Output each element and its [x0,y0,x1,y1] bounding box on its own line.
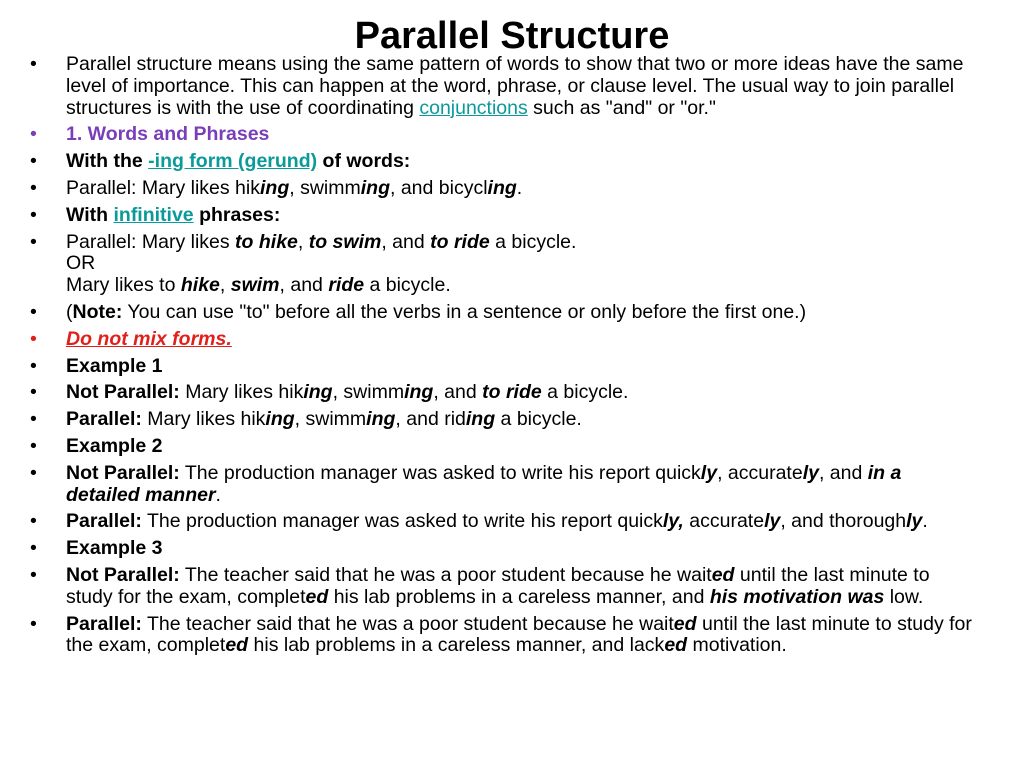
bullet-text: Example 2 [66,434,163,457]
bullet-item [28,538,972,560]
bullet-text: ing [487,176,517,199]
term-link[interactable]: infinitive [113,203,194,226]
bullet-text: Parallel: [66,510,142,533]
bullet-text: of words: [317,150,411,173]
bullet-text: , and [433,381,483,404]
bullet-item [28,205,972,227]
bullet-text: ing [265,408,295,431]
bullet-text: . [215,483,221,506]
bullet-text: a bicycle. [489,230,577,253]
bullet-text: ing [259,176,290,199]
bullet-text: , [297,230,309,253]
bullet-item [28,329,972,351]
bullet-text: his lab problems in a careless manner, and lack [248,634,665,657]
bullet-text: , swimm [294,408,367,431]
bullet-text: ( [66,300,73,323]
bullet-text: ly [764,510,781,533]
bullet-text: OR [66,252,96,275]
bullet-text: motivation. [687,634,787,657]
bullet-text: , [219,274,231,297]
bullet-text: accurate [683,510,765,533]
bullet-text: his lab problems in a careless manner, and [328,585,710,608]
bullet-text: phrases: [193,203,281,226]
bullet-text: ed [225,634,249,657]
bullet-item [28,511,972,533]
bullet-text: You can use "to" before all the verbs in a sentence or only before the first one.) [122,300,807,323]
bullet-text: 1. Words and Phrases [66,123,270,146]
bullet-text: his motivation was [709,585,885,608]
bullet-text: , and bicycl [389,176,488,199]
bullet-item [28,614,972,658]
bullet-text: , and rid [395,408,466,431]
bullet-text: , swimm [332,381,405,404]
bullet-text: Parallel: [66,408,142,431]
term-link[interactable]: conjunctions [419,96,528,119]
bullet-text: ly [700,461,718,484]
bullet-item [28,54,972,119]
bullet-item [28,356,972,378]
bullet-item [28,178,972,200]
bullet-item [28,409,972,431]
bullet-item [28,463,972,507]
bullet-text: ly [802,461,819,484]
bullet-text: Parallel: Mary likes hik [66,176,260,199]
bullet-item [28,151,972,173]
bullet-text: Mary likes hik [179,381,304,404]
bullet-text: Parallel: Mary likes [66,230,236,253]
bullet-text: to ride [430,230,490,253]
bullet-text: Note: [72,300,123,323]
bullet-text: The teacher said that he was a poor student because he wait [179,563,712,586]
bullet-text: . [516,176,523,199]
bullet-text: to swim [308,230,382,253]
bullet-item [28,124,972,146]
bullet-text: With the [66,150,149,173]
bullet-text: a bicycle. [495,408,582,431]
bullet-text: Example 3 [66,537,163,560]
bullet-text: Do not mix forms. [66,327,232,350]
bullet-item [28,232,972,297]
bullet-text: ing [303,381,333,404]
bullet-text: hike [180,274,220,297]
bullet-text: a bicycle. [364,274,451,297]
bullet-text: ing [366,408,396,431]
bullet-text: ing [360,176,390,199]
bullet-text: ing [404,381,434,404]
bullet-text: to ride [482,381,542,404]
bullet-text: The production manager was asked to write his report quick [179,461,701,484]
bullet-item [28,565,972,609]
bullet-text: Parallel structure means using the same pattern of words to show that two or more ideas have the same level of importance. This can happen at the word, phrase, or clause level. The usual way to join parallel structures is with the use of coordinating [66,53,964,119]
bullet-text: such as "and" or "or." [527,96,716,119]
bullet-text: , swimm [289,176,361,199]
bullet-text: ing [465,408,496,431]
bullet-text: in a detailed manner [66,461,902,506]
bullet-text: Not Parallel: [66,461,180,484]
bullet-text: Example 1 [66,354,163,377]
bullet-item [28,436,972,458]
bullet-list [28,54,972,662]
bullet-text: The production manager was asked to write his report quick [141,510,663,533]
bullet-text: ed [711,563,735,586]
bullet-item [28,302,972,324]
bullet-text: Not Parallel: [66,563,180,586]
bullet-text: ly [906,510,923,533]
bullet-text: until the last minute to study for the exam, complet [66,563,930,608]
bullet-text: ed [664,634,688,657]
bullet-text: With [66,203,114,226]
bullet-text: ed [673,612,697,635]
bullet-text: Not Parallel: [66,381,180,404]
bullet-text: ride [328,274,365,297]
bullet-text: , and [818,461,868,484]
bullet-text: ed [305,585,329,608]
bullet-text: ly, [662,510,684,533]
term-link[interactable]: -ing form (gerund) [148,150,318,173]
bullet-text: , and [279,274,329,297]
slide-title: Parallel Structure [354,15,670,57]
bullet-item [28,382,972,404]
bullet-text: . [922,510,928,533]
bullet-text: to hike [235,230,298,253]
bullet-text: a bicycle. [541,381,629,404]
bullet-text: swim [230,274,280,297]
bullet-text: Mary likes hik [141,408,266,431]
bullet-text: Parallel: [66,612,142,635]
bullet-text: , and [381,230,431,253]
bullet-text: Mary likes to [66,274,181,297]
bullet-text: The teacher said that he was a poor student because he wait [141,612,674,635]
bullet-text: low. [884,585,924,608]
bullet-text: , accurate [717,461,803,484]
bullet-text: , and thorough [780,510,907,533]
bullet-text: until the last minute to study for the exam, complet [66,612,972,657]
